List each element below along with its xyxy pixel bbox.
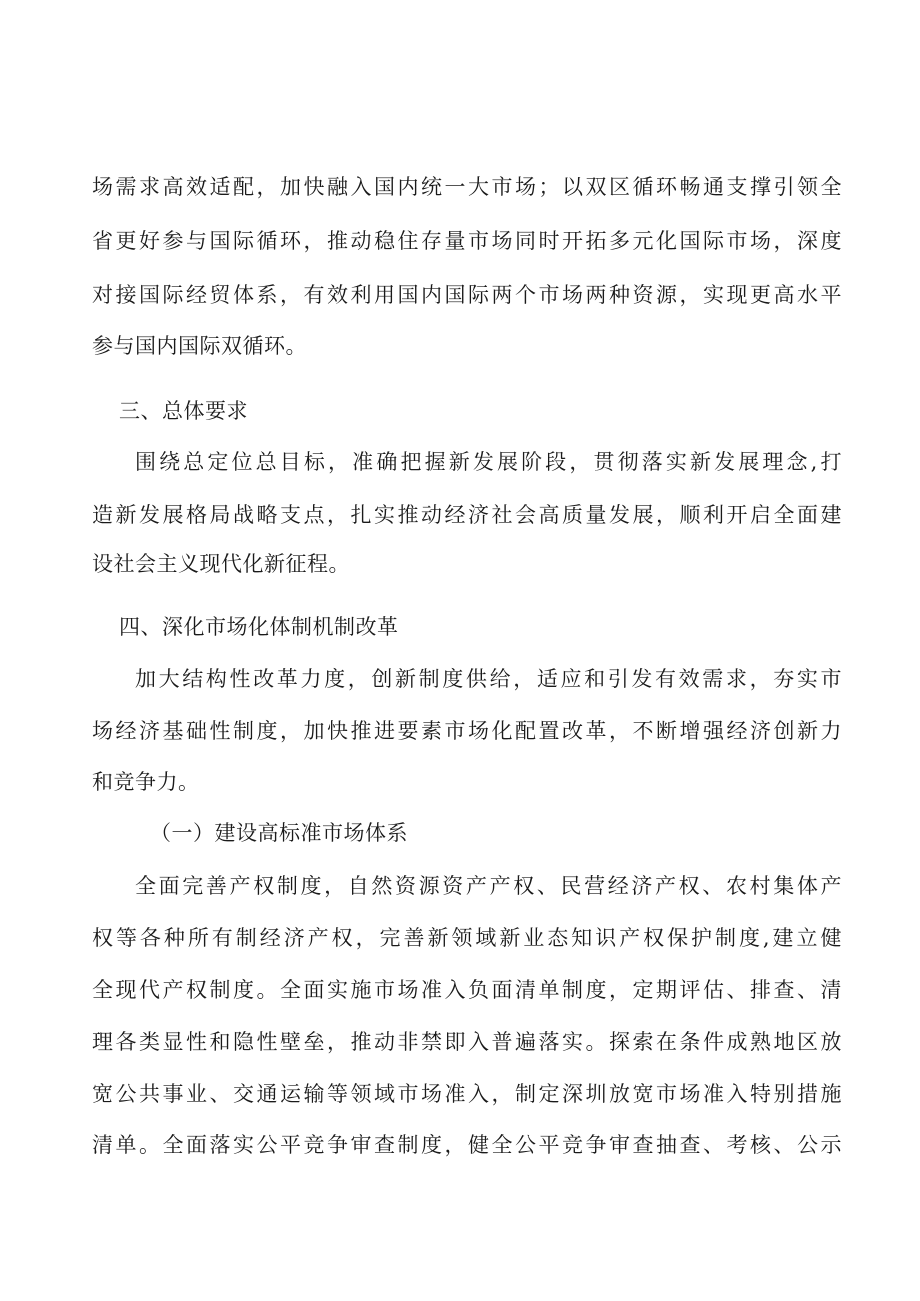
- paragraph-line: 全面完善产权制度，自然资源资产产权、民营经济产权、农村集体产: [135, 874, 842, 898]
- paragraph-line: 和竞争力。: [92, 770, 200, 794]
- paragraph-line: 全现代产权制度。全面实施市场准入负面清单制度，定期评估、排查、清: [92, 978, 842, 1002]
- paragraph-line: 宽公共事业、交通运输等领域市场准入，制定深圳放宽市场准入特别措施: [92, 1082, 842, 1106]
- paragraph-line: 围绕总定位总目标，准确把握新发展阶段，贯彻落实新发展理念,打: [135, 450, 842, 474]
- subsection-heading: （一）建设高标准市场体系: [150, 821, 408, 845]
- paragraph-line: 造新发展格局战略支点，扎实推动经济社会高质量发展，顺利开启全面建: [92, 503, 842, 527]
- paragraph-line: 省更好参与国际循环，推动稳住存量市场同时开拓多元化国际市场，深度: [92, 229, 842, 253]
- paragraph-line: 场经济基础性制度，加快推进要素市场化配置改革，不断增强经济创新力: [92, 719, 842, 743]
- section-heading: 三、总体要求: [119, 399, 248, 423]
- paragraph-line: 清单。全面落实公平竞争审查制度，健全公平竞争审查抽查、考核、公示: [92, 1133, 842, 1157]
- paragraph-line: 权等各种所有制经济产权，完善新领域新业态知识产权保护制度,建立健: [92, 926, 842, 950]
- section-heading: 四、深化市场化体制机制改革: [119, 615, 399, 639]
- paragraph-line: 对接国际经贸体系，有效利用国内国际两个市场两种资源，实现更高水平: [92, 283, 842, 307]
- paragraph-line: 加大结构性改革力度，创新制度供给，适应和引发有效需求，夯实市: [135, 667, 842, 691]
- paragraph-line: 场需求高效适配，加快融入国内统一大市场；以双区循环畅通支撑引领全: [92, 175, 842, 199]
- paragraph-line: 理各类显性和隐性壁垒，推动非禁即入普遍落实。探索在条件成熟地区放: [92, 1030, 842, 1054]
- paragraph-line: 设社会主义现代化新征程。: [92, 552, 350, 576]
- paragraph-line: 参与国内国际双循环。: [92, 334, 307, 358]
